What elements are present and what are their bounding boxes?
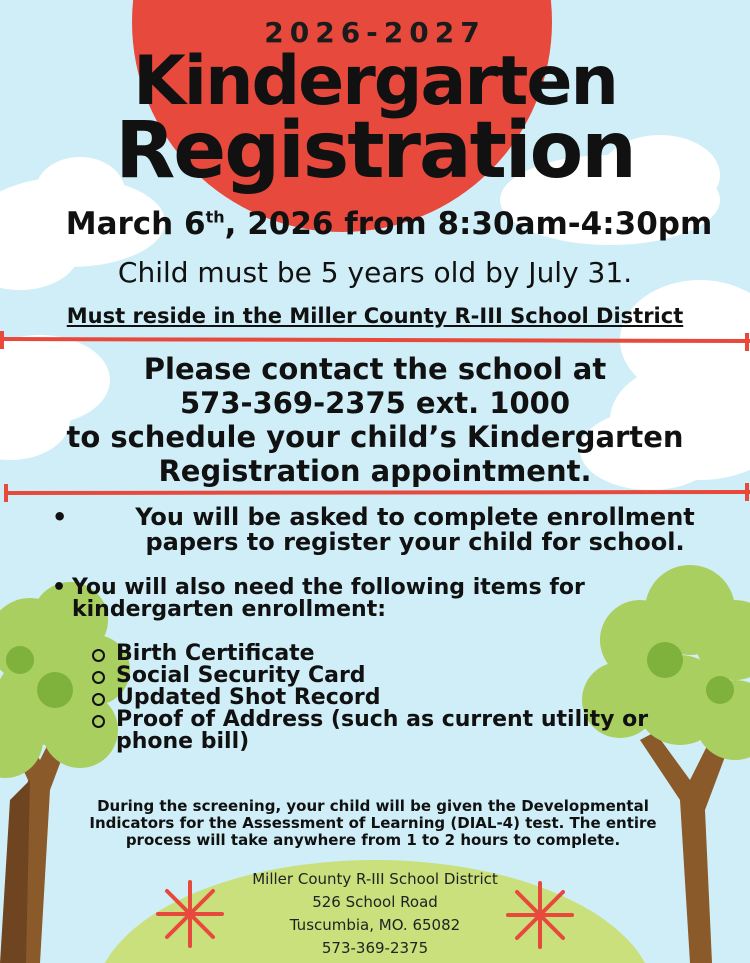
- list-item: [52, 505, 732, 555]
- age-requirement: Child must be 5 years old by July 31.: [117, 256, 633, 289]
- bullet-icon: •: [52, 503, 68, 531]
- bullet-text: [98, 505, 732, 555]
- bullet-line: kindergarten enrollment:: [72, 597, 387, 622]
- district-name: Miller County R-III School District: [252, 870, 498, 888]
- bullet-line: You will also need the following items for: [72, 575, 585, 600]
- circle-bullet-icon: [92, 715, 105, 728]
- item-text: Social Security Card: [116, 663, 366, 688]
- bullet-line: papers to register your child for school.: [145, 528, 685, 556]
- residency-requirement: Must reside in the Miller County R-III School District: [66, 304, 684, 328]
- item-text: phone bill): [116, 729, 250, 754]
- date-prefix: March 6: [65, 206, 206, 242]
- circle-bullet-icon: [92, 649, 105, 662]
- contact-block: [0, 352, 750, 488]
- list-item: [90, 709, 690, 753]
- item-text: Birth Certificate: [116, 641, 315, 666]
- list-item: [90, 687, 690, 709]
- title-kindergarten: Kindergarten: [133, 42, 617, 121]
- contact-phone: 573-369-2375 ext. 1000: [179, 386, 570, 420]
- date-suffix: , 2026 from 8:30am-4:30pm: [224, 206, 713, 242]
- bullet-text: [72, 577, 652, 621]
- list-item: [90, 665, 690, 687]
- item-text: Updated Shot Record: [116, 685, 381, 710]
- screening-note: [0, 798, 748, 849]
- bullet-icon: •: [52, 575, 67, 600]
- school-year: 2026-2027: [264, 16, 486, 49]
- item-text: Proof of Address (such as current utility or: [116, 707, 649, 732]
- list-item: [52, 577, 652, 621]
- contact-line: Registration appointment.: [158, 454, 592, 488]
- contact-line: to schedule your child’s Kindergarten: [66, 420, 684, 454]
- title-registration: Registration: [115, 106, 635, 196]
- bullet-line: You will be asked to complete enrollment: [135, 503, 695, 531]
- circle-bullet-icon: [92, 671, 105, 684]
- registration-date: [14, 206, 750, 242]
- street-address: 526 School Road: [312, 893, 438, 911]
- screening-line: During the screening, your child will be given the Developmental: [97, 797, 649, 815]
- list-item: [90, 643, 690, 665]
- documents-list: [90, 643, 690, 753]
- screening-line: process will take anywhere from 1 to 2 hours to complete.: [125, 831, 621, 849]
- district-phone: 573-369-2375: [321, 939, 429, 957]
- city-state-zip: Tuscumbia, MO. 65082: [289, 916, 461, 934]
- district-address: [0, 868, 750, 960]
- contact-line: Please contact the school at: [143, 352, 607, 386]
- date-superscript: th: [205, 207, 225, 227]
- screening-line: Indicators for the Assessment of Learning (DIAL-4) test. The entire: [89, 814, 657, 832]
- circle-bullet-icon: [92, 693, 105, 706]
